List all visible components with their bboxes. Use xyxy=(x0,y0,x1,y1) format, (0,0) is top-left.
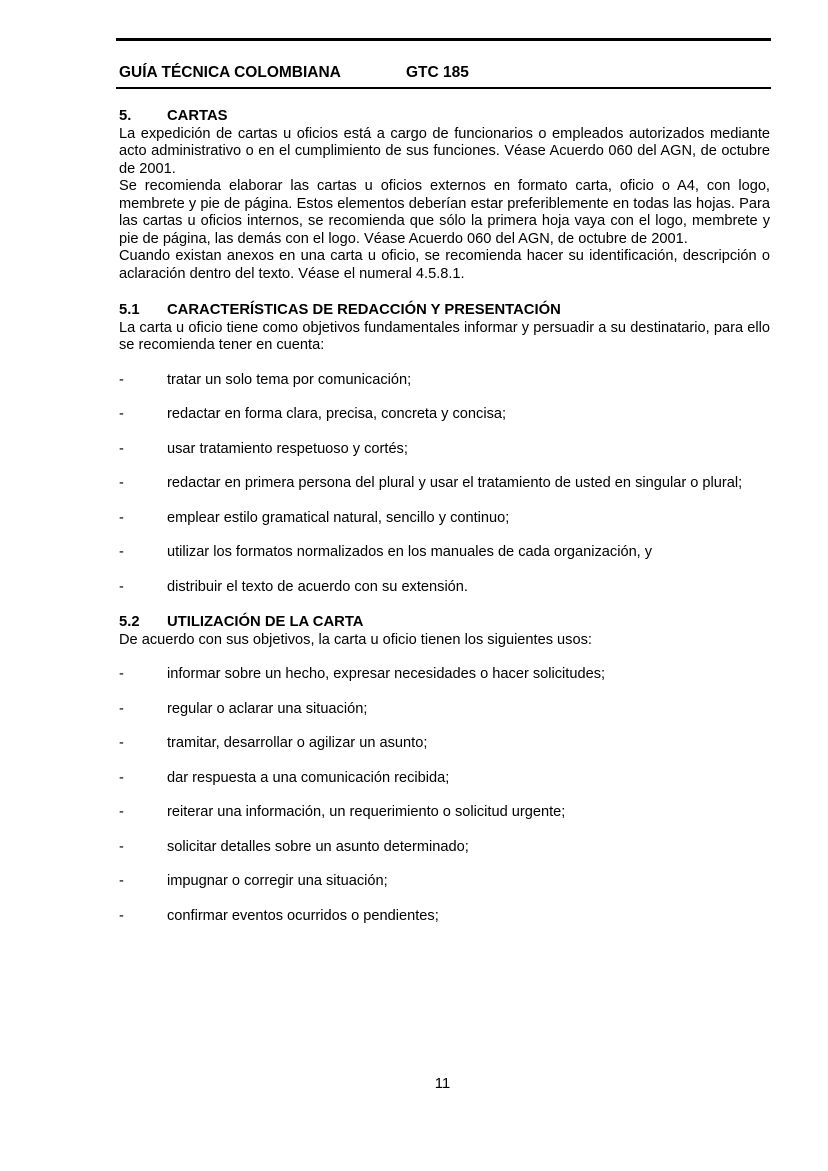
paragraph: Se recomienda elaborar las cartas u oficios externos en formato carta, oficio o A4, con logo, membrete y pie de página. Estos elementos deberían estar preferiblemente en todas las hojas. Para las cartas u oficios internos, se recomienda que sólo la primera hoja vaya con el logo, membrete y pie de página, las demás con el logo. Véase Acuerdo 060 del AGN, de octubre de 2001. xyxy=(119,178,770,247)
bullet-dash: - xyxy=(119,838,124,855)
bullet-dash: - xyxy=(119,544,124,560)
paragraph: La expedición de cartas u oficios está a cargo de funcionarios o empleados autorizados mediante acto administrativo o en el cumplimiento de sus funciones. Véase Acuerdo 060 del AGN, de octubre de 2001. xyxy=(119,125,770,177)
list-item xyxy=(119,770,770,788)
bullet-dash: - xyxy=(119,907,124,924)
list-item xyxy=(119,406,770,424)
list-item xyxy=(119,873,770,891)
bullet-dash: - xyxy=(119,371,124,388)
list-item-text: impugnar o corregir una situación; xyxy=(167,873,388,889)
list-item xyxy=(119,510,770,528)
bullet-dash: - xyxy=(119,666,124,682)
list-item-text: utilizar los formatos normalizados en los manuales de cada organización, y xyxy=(167,544,653,560)
list-item-text: reiterar una información, un requerimiento o solicitud urgente; xyxy=(167,804,566,820)
paragraph: La carta u oficio tiene como objetivos fundamentales informar y persuadir a su destinatario, para ello se recomienda tener en cuenta: xyxy=(119,319,770,353)
bullet-dash: - xyxy=(119,406,124,422)
list-item-text: distribuir el texto de acuerdo con su extensión. xyxy=(167,578,468,595)
bullet-dash: - xyxy=(119,873,124,889)
list-item xyxy=(119,908,770,926)
header-top-rule xyxy=(116,38,771,41)
list-item-text: usar tratamiento respetuoso y cortés; xyxy=(167,440,408,457)
list-item-text: emplear estilo gramatical natural, sencillo y continuo; xyxy=(167,509,510,526)
list-item xyxy=(119,735,770,753)
bullet-dash: - xyxy=(119,475,124,491)
section-5-1-heading xyxy=(119,302,770,320)
list-item-text: solicitar detalles sobre un asunto determinado; xyxy=(167,838,469,855)
section-number: 5.1 xyxy=(119,302,140,318)
list-item-text: tratar un solo tema por comunicación; xyxy=(167,371,412,388)
paragraph: De acuerdo con sus objetivos, la carta u oficio tienen los siguientes usos: xyxy=(119,631,592,648)
list-item-text: dar respuesta a una comunicación recibida; xyxy=(167,769,450,786)
list-item xyxy=(119,839,770,857)
page-number: 11 xyxy=(434,1075,451,1092)
paragraph: Cuando existan anexos en una carta u oficio, se recomienda hacer su identificación, descripción o aclaración dentro del texto. Véase el numeral 4.5.8.1. xyxy=(119,248,770,282)
bullet-dash: - xyxy=(119,578,124,595)
list-item-text: confirmar eventos ocurridos o pendientes; xyxy=(167,907,439,924)
list-item-text: tramitar, desarrollar o agilizar un asunto; xyxy=(167,735,428,751)
list-item xyxy=(119,804,770,822)
list-item-text: redactar en forma clara, precisa, concreta y concisa; xyxy=(167,406,507,422)
section-title: UTILIZACIÓN DE LA CARTA xyxy=(167,614,364,630)
header-bottom-rule xyxy=(116,87,771,89)
running-header xyxy=(119,64,469,82)
bullet-dash: - xyxy=(119,735,124,751)
list-item xyxy=(119,701,770,719)
list-item xyxy=(119,441,770,459)
section-number: 5. xyxy=(119,108,132,124)
page-content xyxy=(119,108,770,925)
list-item-text: informar sobre un hecho, expresar necesidades o hacer solicitudes; xyxy=(167,666,606,682)
bullet-dash: - xyxy=(119,509,124,526)
bullet-dash: - xyxy=(119,700,124,717)
section-5-heading xyxy=(119,108,770,126)
section-5-2-heading xyxy=(119,614,770,632)
list-item xyxy=(119,475,770,493)
list-item-text: redactar en primera persona del plural y usar el tratamiento de usted en singular o plural; xyxy=(167,475,743,491)
list-item xyxy=(119,544,770,562)
section-title: CARTAS xyxy=(167,108,228,124)
list-item xyxy=(119,372,770,390)
header-title: GUÍA TÉCNICA COLOMBIANA xyxy=(119,64,341,81)
header-code: GTC 185 xyxy=(406,64,469,81)
bullet-dash: - xyxy=(119,440,124,457)
list-item xyxy=(119,666,770,684)
section-number: 5.2 xyxy=(119,614,140,630)
list-item xyxy=(119,579,770,597)
section-title: CARACTERÍSTICAS DE REDACCIÓN Y PRESENTACIÓN xyxy=(167,302,561,318)
bullet-dash: - xyxy=(119,769,124,786)
bullet-dash: - xyxy=(119,804,124,820)
list-item-text: regular o aclarar una situación; xyxy=(167,700,368,717)
